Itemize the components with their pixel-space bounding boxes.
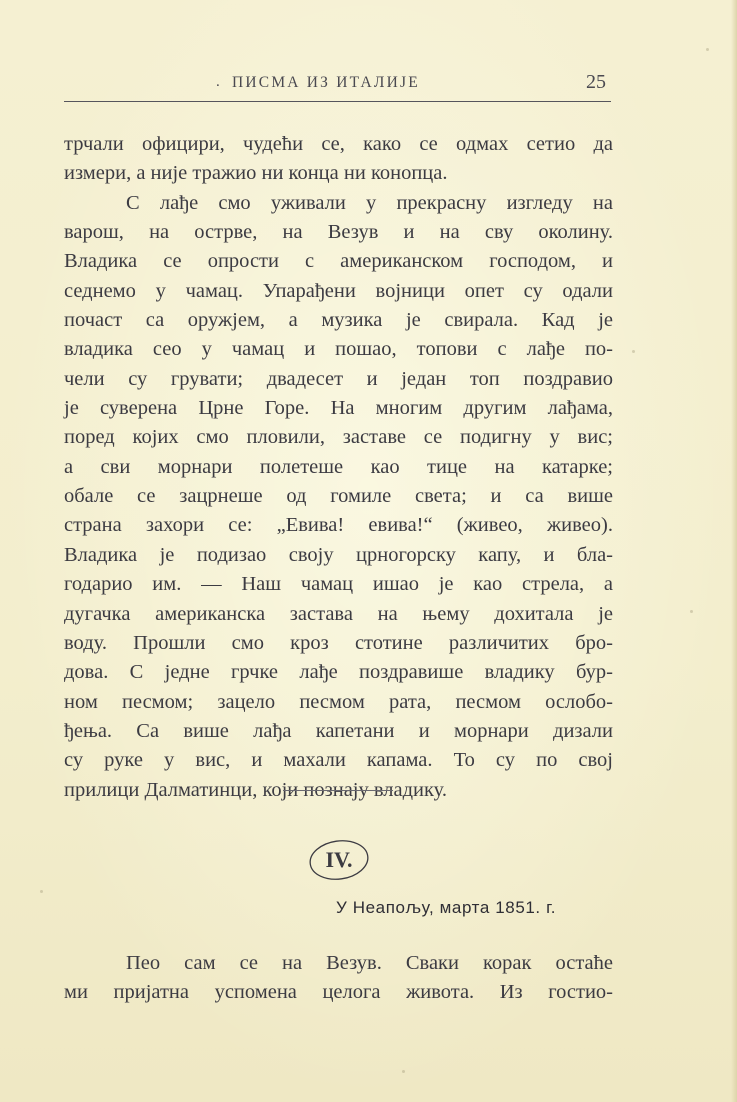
text-line: измери, а није тражио ни конца ни конопца. (64, 162, 448, 185)
paper-speck (40, 890, 43, 893)
paper-speck (402, 1070, 405, 1073)
text-line: Владика се опрости с американском господом, и (64, 250, 613, 273)
place-date-line: У Неапољу, марта 1851. г. (336, 898, 557, 917)
running-header-title: ПИСМА ИЗ ИТАЛИЈЕ (232, 74, 420, 91)
text-line: прилици Далматинци, који познају владику. (64, 778, 447, 801)
text-line: почаст са оружјем, а музика је свирала. Кад је (64, 309, 613, 332)
paper-speck (690, 610, 693, 613)
text-line: обале се зацрнеше од гомиле света; и са више (64, 485, 613, 508)
text-line: годарио им. — Наш чамац ишао је као стрела, а (64, 573, 613, 596)
text-line: поред којих смо пловили, заставе се подигну у вис; (64, 426, 613, 449)
paper-speck (706, 48, 709, 51)
text-line: су руке у вис, и махали капама. То су по свој (64, 749, 613, 772)
text-line: Пео сам се на Везув. Сваки корак остаће (126, 952, 613, 974)
text-line: воду. Прошли смо кроз стотине различитих бро- (64, 631, 613, 654)
section-number: IV. (325, 847, 353, 872)
header-mark: . (216, 74, 220, 90)
text-line: дугачка американска застава на њему дохитала је (64, 602, 613, 625)
text-line: владика сео у чамац и пошао, топови с лађе по- (64, 338, 613, 361)
page-number: 25 (586, 71, 606, 93)
text-line: варош, на острве, на Везув и на сву околину. (64, 221, 613, 244)
text-line: дова. С једне грчке лађе поздравише владику бур- (64, 661, 613, 684)
section-number-mark (307, 836, 371, 884)
text-line: Владика је подизао своју црногорску капу, и бла- (64, 543, 613, 566)
paper-speck (632, 350, 635, 353)
text-line: је суверена Црне Горе. На многим другим лађама, (64, 397, 613, 420)
text-line: ми пријатна успомена целога живота. Из гостио- (64, 981, 613, 1004)
text-line: седнемо у чамац. Упарађени војници опет су одали (64, 279, 613, 302)
text-line: страна захори се: „Евива! евива!“ (живео, живео). (64, 514, 613, 537)
text-line: трчали официри, чудећи се, како се одмах сетио да (64, 133, 613, 155)
text-line: чели су грувати; двадесет и један топ поздравио (64, 367, 613, 390)
body-text-bottom (64, 949, 613, 1008)
text-line: С лађе смо уживали у прекрасну изгледу на (126, 191, 613, 214)
text-line: ном песмом; зацело песмом рата, песмом ослобо- (64, 690, 613, 713)
text-line: ђења. Са више лађа капетани и морнари дизали (64, 719, 613, 742)
section-divider (283, 790, 393, 791)
header-rule (64, 101, 611, 102)
body-text-top (64, 130, 613, 805)
text-line: а сви морнари полетеше као тице на катарке; (64, 455, 613, 478)
page-edge (731, 0, 737, 1102)
